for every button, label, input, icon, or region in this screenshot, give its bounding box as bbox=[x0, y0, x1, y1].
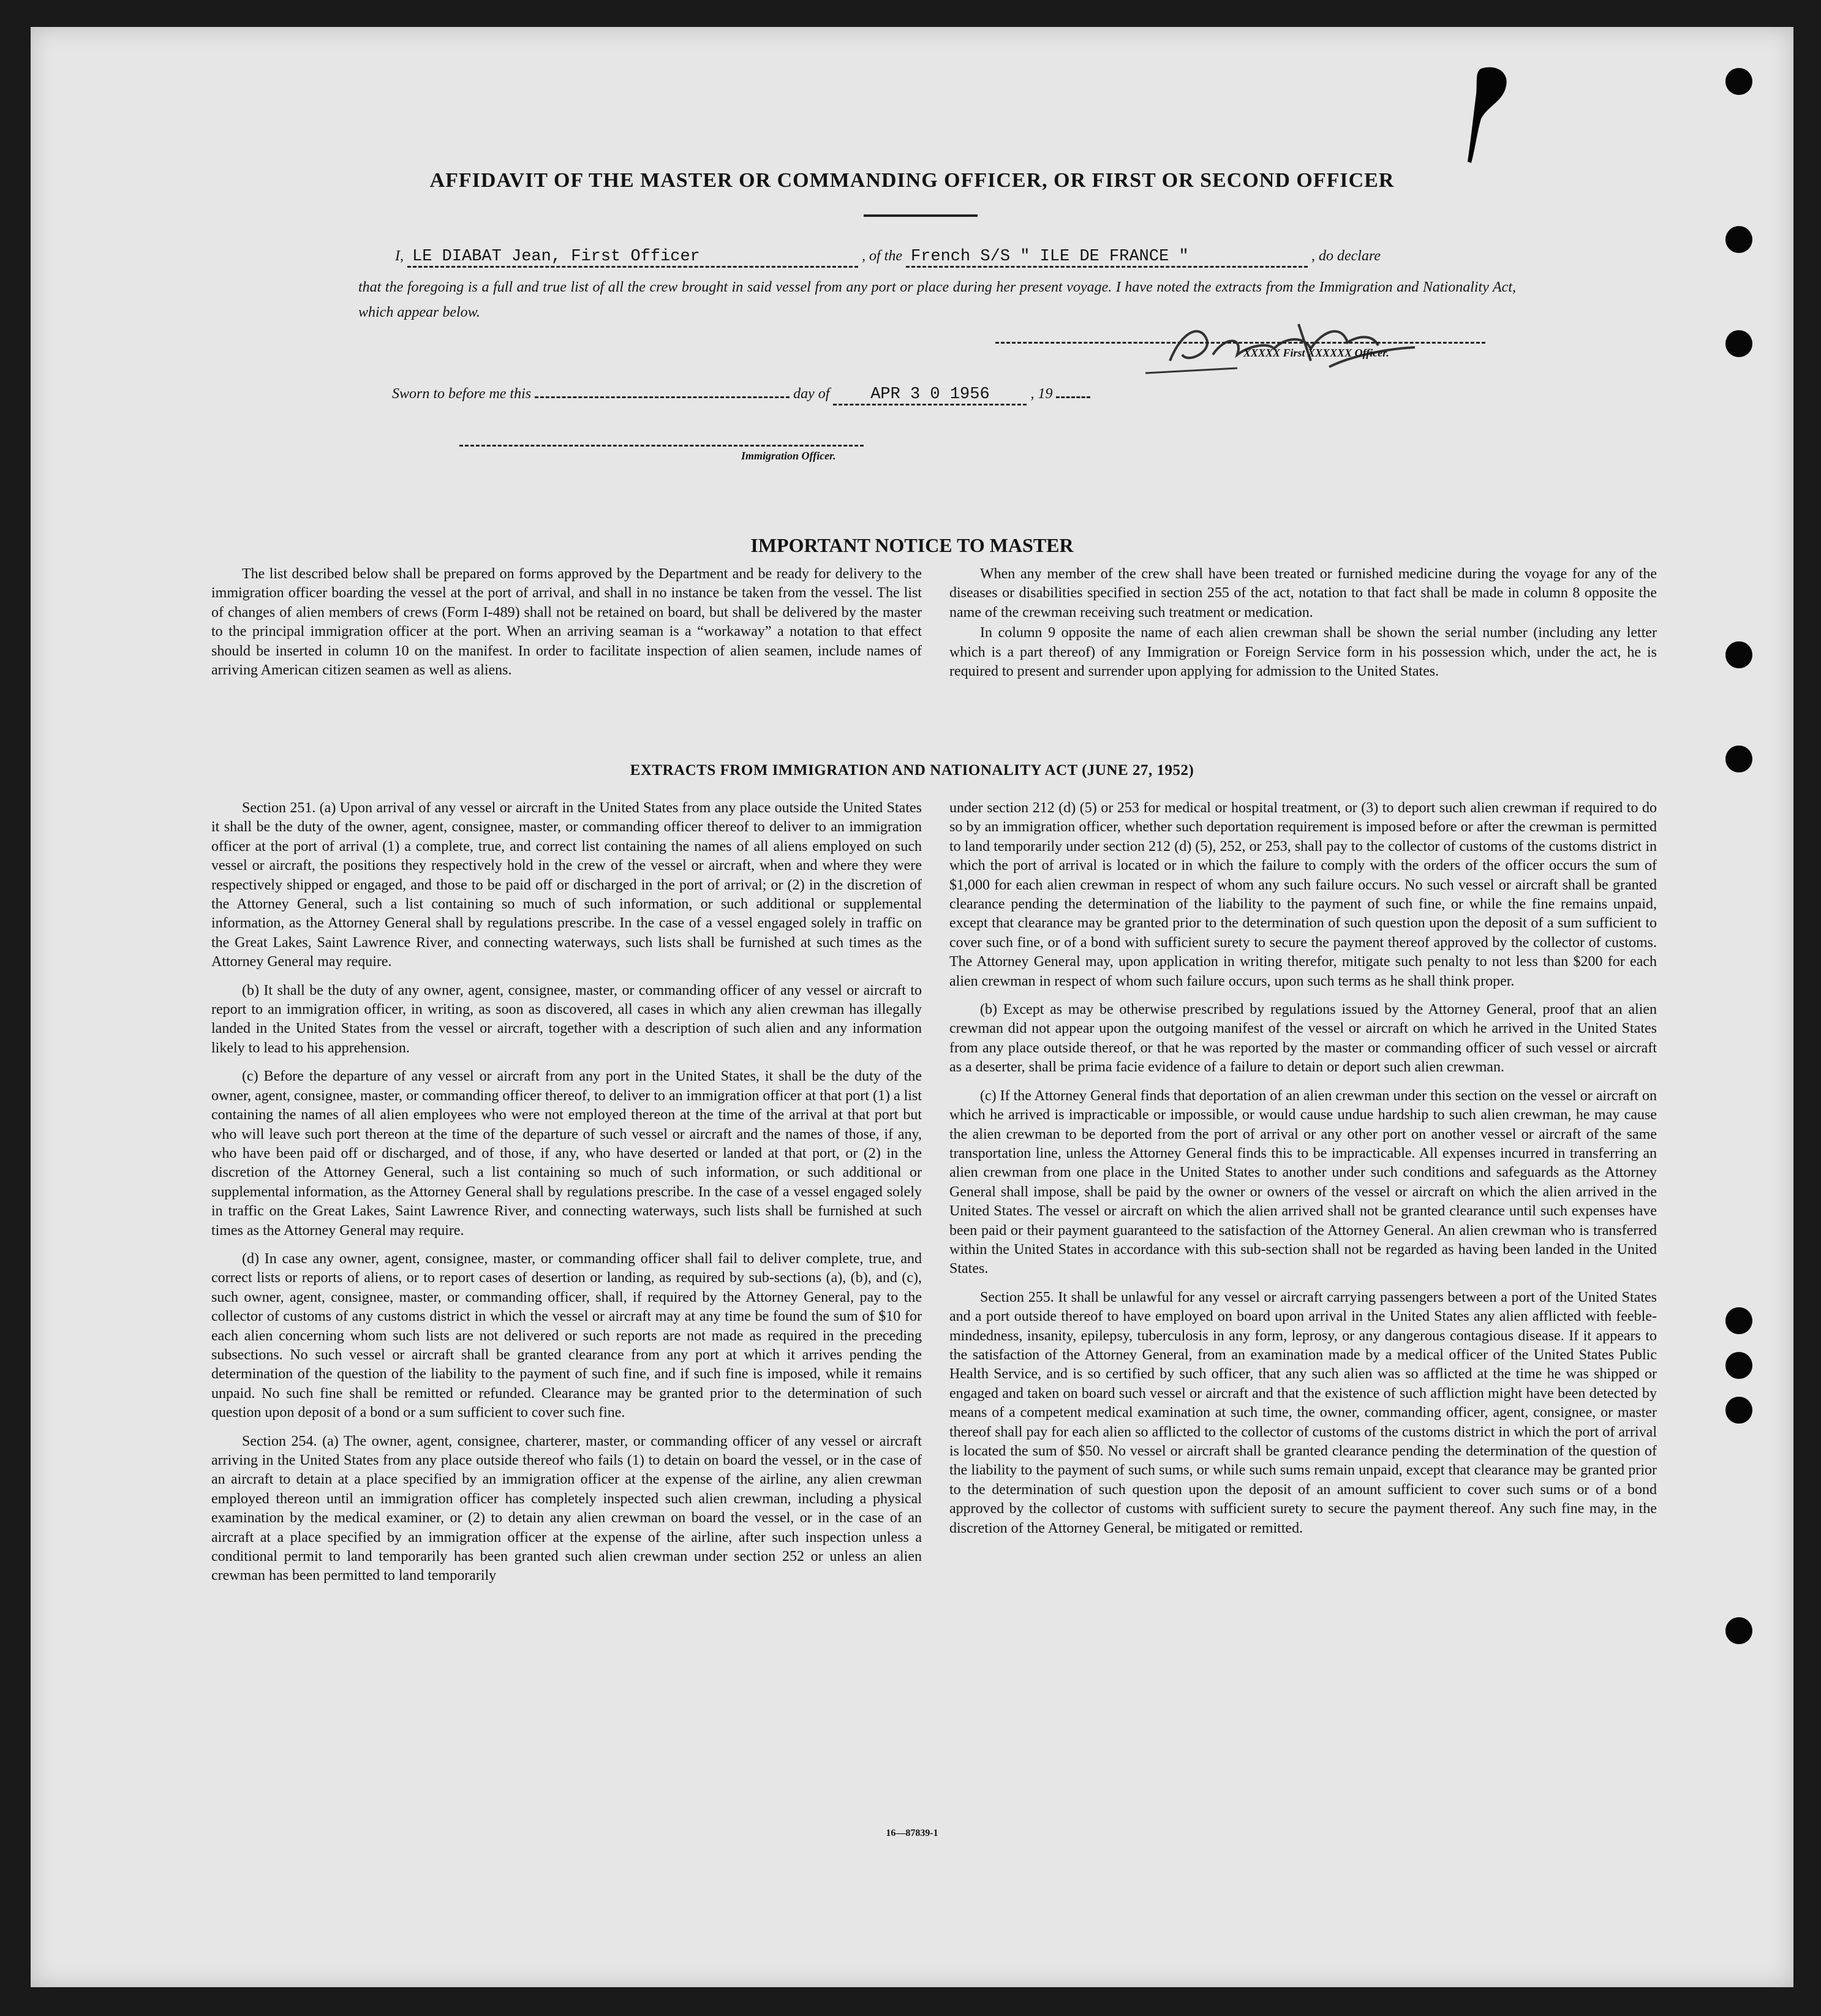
extracts-left-column bbox=[211, 799, 922, 1595]
binder-hole bbox=[1725, 1397, 1752, 1424]
extract-paragraph: (b) Except as may be otherwise prescribed by regulations issued by the Attorney General, proof that an alien crewman did not appear upon the outgoing manifest of the vessel or aircraft on which he arrived in the United States from any place outside thereof, or that he was reported by the master or commanding officer of such vessel or aircraft as a deserter, shall be prima facie evidence of a failure to detain or deport such alien crewman. bbox=[949, 1002, 1657, 1076]
binder-hole bbox=[1725, 68, 1752, 95]
sworn-label: Sworn to before me this bbox=[392, 386, 532, 402]
declaration-line bbox=[395, 247, 1381, 268]
i-label: I, bbox=[395, 248, 404, 264]
officer-name-field[interactable]: LE DIABAT Jean, First Officer bbox=[407, 247, 858, 268]
extract-paragraph: under section 212 (d) (5) or 253 for medical or hospital treatment, or (3) to deport such alien crewman if required to do so by an immigration officer, whether such deportation requirement is imposed before or after the crewman is permitted to land temporarily under section 212 (d) (5), 252, or 253, shall pay to the collector of customs of the customs district in which the port of arrival is located or in which the failure to comply with the orders of the officer occurs the sum of $1,000 for each alien crewman in respect of whom any such failure occurs. No such vessel or aircraft shall be granted clearance pending the determination of the liability to the payment of such fine, or while the fine remains unpaid, except that clearance may be granted prior to the determination of such question upon the deposit of a sum sufficient to cover such fine, or of a bond with sufficient surety to secure the payment thereof approved by the collector of customs. The Attorney General may, upon application in writing therefor, mitigate such penalty to not less than $200 for each alien crewman in respect of whom such failure occurs, upon such terms as he shall think proper. bbox=[949, 800, 1657, 989]
extract-paragraph: (c) Before the departure of any vessel or aircraft from any port in the United States, it shall be the duty of the owner, agent, consignee, master, or commanding officer thereof, to deliver to an immigration officer at that port (1) a list containing the names of all alien employees who were not employed thereon at the time of the arrival at that port but who will leave such port thereon at the time of the departure of such vessel or aircraft and the names of those, if any, who have been paid off or discharged, and of those, if any, who have deserted or landed at that port, or (2) in the discretion of the Attorney General, such a list containing so much of such information, or such additional or supplemental information, as the Attorney General shall by regulations prescribe. In the case of a vessel engaged solely in traffic on the Great Lakes, Saint Lawrence River, and connecting waterways, such lists shall be furnished at such times as the Attorney General may require. bbox=[211, 1068, 922, 1239]
sworn-day-field[interactable] bbox=[535, 396, 790, 398]
notice-left-column bbox=[211, 565, 922, 689]
title-divider bbox=[864, 214, 978, 217]
notice-paragraph: In column 9 opposite the name of each alien crewman shall be shown the serial number (including any letter which is a part thereof) of any Immigration or Foreign Service form in his possession which, under the act, he is required to present and surrender upon applying for admission to the United States. bbox=[949, 625, 1657, 680]
extract-paragraph: (c) If the Attorney General finds that deportation of an alien crewman under this section on the vessel or aircraft on which he arrived is impracticable or impossible, or would cause undue hardship to such alien crewman, he may cause the alien crewman to be deported from the port of arrival or any other port on another vessel or aircraft of the same transportation line, unless the Attorney General finds this to be impracticable. All expenses incurred in transferring an alien crewman from one place in the United States to another under such conditions and safeguards as the Attorney General shall impose, shall be paid by the owner or owners of the vessel or aircraft on which the alien arrived in the United States. The vessel or aircraft on which the alien arrived shall not be granted clearance until such expenses have been paid or their payment guaranteed to the satisfaction of the Attorney General. An alien crewman who is transferred within the United States in accordance with this sub-section shall not be regarded as having been landed in the United States. bbox=[949, 1087, 1657, 1277]
day-of-label: day of bbox=[793, 386, 830, 402]
sworn-line bbox=[392, 385, 1090, 406]
immigration-officer-line bbox=[459, 445, 864, 447]
extracts-right-column bbox=[949, 799, 1657, 1547]
affidavit-title: AFFIDAVIT OF THE MASTER OR COMMANDING OFFICER, OR FIRST OR SECOND OFFICER bbox=[429, 169, 1395, 192]
extract-paragraph: Section 251. (a) Upon arrival of any vessel or aircraft in the United States from any place outside the United States it shall be the duty of the owner, agent, consignee, master, or commanding officer thereof to deliver to an immigration officer at the port of arrival (1) a complete, true, and correct list containing the names of all aliens employed on such vessel or aircraft, the positions they respectively hold in the crew of the vessel or aircraft, when and where they were respectively shipped or engaged, and those to be paid off or discharged in the port of arrival; or (2) in the discretion of the Attorney General, such a list containing so much of such information, or such additional or supplemental information, as the Attorney General shall by regulations prescribe. In the case of a vessel engaged solely in traffic on the Great Lakes, Saint Lawrence River, and connecting waterways, such lists shall be furnished at such times as the Attorney General may require. bbox=[211, 800, 922, 970]
of-the-label: , of the bbox=[862, 248, 902, 264]
extract-paragraph: (d) In case any owner, agent, consignee, master, or commanding officer shall fail to deliver complete, true, and correct lists or reports of aliens, or to report cases of desertion or landing, as required by sub-sections (a), (b), and (c), such owner, agent, consignee, master, or commanding officer, shall, if required by the Attorney General, pay to the collector of customs of any customs district in which the vessel or aircraft may at any time be found the sum of $10 for each alien concerning whom such lists are not delivered or such reports are not made as required in the preceding subsections. No such vessel or aircraft shall be granted clearance from any port at which it arrives pending the determination of the question of the liability to the payment of such fine, and if such fine is imposed, while it remains unpaid. No such fine shall be remitted or refunded. Clearance may be granted prior to the determination of such question upon deposit of a bond or a sum sufficient to cover such fine. bbox=[211, 1250, 922, 1421]
notice-title: IMPORTANT NOTICE TO MASTER bbox=[750, 534, 1074, 556]
binder-hole bbox=[1725, 1352, 1752, 1379]
extracts-title: EXTRACTS FROM IMMIGRATION AND NATIONALITY ACT (JUNE 27, 1952) bbox=[630, 762, 1194, 779]
signature-role-label: XXXXX First XXXXXX Officer. bbox=[1243, 347, 1389, 359]
sworn-year-field[interactable] bbox=[1056, 396, 1090, 398]
binder-hole bbox=[1725, 330, 1752, 357]
sworn-date-stamp[interactable]: APR 3 0 1956 bbox=[833, 385, 1027, 406]
extract-paragraph: Section 254. (a) The owner, agent, consignee, charterer, master, or commanding officer of any vessel or aircraft arriving in the United States from any place outside thereof who fails (1) to detain on board the vessel, or in the case of an aircraft to detain at a place specified by an immigration officer at the expense of the airline, any alien crewman employed thereon until an immigration officer has completely inspected such alien crewman, including a physical examination by the medical examiner, or (2) to detain any alien crewman on board the vessel, or in the case of an aircraft at a place specified by an immigration officer at the expense of the airline, after such inspection unless a conditional permit to land temporarily has been granted such alien crewman under section 252 or unless an alien crewman has been permitted to land temporarily bbox=[211, 1433, 922, 1584]
binder-hole bbox=[1725, 1617, 1752, 1644]
declaration-text: that the foregoing is a full and true list of all the crew brought in said vessel from any port or place during her present voyage. I have noted the extracts from the Immigration and Nationality Act, which appear below. bbox=[358, 279, 1516, 320]
binder-hole bbox=[1725, 1307, 1752, 1334]
vessel-name-field[interactable]: French S/S " ILE DE FRANCE " bbox=[906, 247, 1308, 268]
extract-paragraph: Section 255. It shall be unlawful for any vessel or aircraft carrying passengers between a port of the United States and a port outside thereof to have employed on board upon arrival in the United States any alien afflicted with feeble-mindedness, insanity, epilepsy, tuberculosis in any form, leprosy, or any dangerous contagious disease. If it appears to the satisfaction of the Attorney General, from an examination made by a medical officer of the United States Public Health Service, and is so certified by such officer, that any such alien was so afflicted at the time he was shipped or engaged and taken on board such vessel or aircraft and that the existence of such affliction might have been detected by means of a competent medical examination at such time, the owner, commanding officer, agent, consignee, or master thereof shall pay for each alien so afflicted to the collector of customs of the customs district in which the port of arrival is located the sum of $50. No vessel or aircraft shall be granted clearance pending the determination of the question of the liability to the payment of such sums, or while such sums remain unpaid, except that clearance may be granted prior to the determination of such question upon the deposit of an amount sufficient to cover such sums or of a bond approved by the collector of customs with sufficient surety to secure the payment thereof. Any such fine may, in the discretion of the Attorney General, be mitigated or remitted. bbox=[949, 1289, 1657, 1536]
notice-paragraph: The list described below shall be prepared on forms approved by the Department and be ready for delivery to the immigration officer boarding the vessel at the port of arrival, and shall in no instance be taken from the vessel. The list of changes of alien members of crews (Form I-489) shall not be retained on board, but shall be delivered by the master to the principal immigration officer at the port. When an arriving seaman is a “workaway” a notation to that effect should be inserted in column 10 on the manifest. In order to facilitate inspection of alien seamen, include names of arriving American citizen seamen as well as aliens. bbox=[211, 566, 922, 679]
binder-hole bbox=[1725, 226, 1752, 253]
notice-right-column bbox=[949, 565, 1657, 690]
form-code: 16—87839-1 bbox=[886, 1828, 938, 1838]
binder-hole bbox=[1725, 641, 1752, 668]
extract-paragraph: (b) It shall be the duty of any owner, agent, consignee, master, or commanding officer of any vessel or aircraft to report to an immigration officer, in writing, as soon as discovered, all cases in which any alien crewman has illegally landed in the United States from the vessel or aircraft, together with a description of such alien and any information likely to lead to his apprehension. bbox=[211, 982, 922, 1056]
declare-label: , do declare bbox=[1311, 248, 1381, 264]
notice-paragraph: When any member of the crew shall have been treated or furnished medicine during the voyage for any of the diseases or disabilities specified in section 255 of the act, notation to that fact shall be made in column 8 opposite the name of the crewman receiving such treatment or medication. bbox=[949, 566, 1657, 621]
year-label: , 19 bbox=[1030, 386, 1053, 402]
signature bbox=[1145, 312, 1439, 379]
immigration-officer-label: Immigration Officer. bbox=[741, 450, 836, 462]
signature-line bbox=[995, 342, 1485, 344]
pen-mark bbox=[1463, 64, 1512, 168]
document-page bbox=[31, 27, 1793, 1987]
